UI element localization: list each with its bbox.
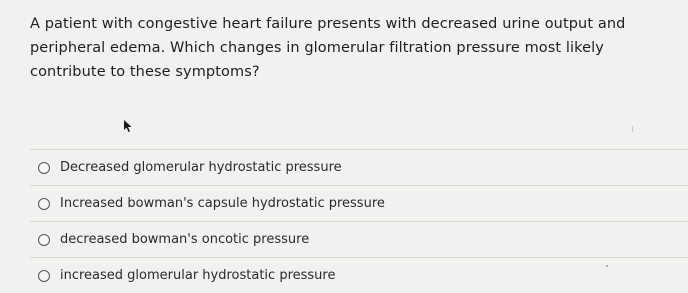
option-label: increased glomerular hydrostatic pressure: [60, 268, 336, 283]
answer-options: [0, 149, 688, 293]
radio-button-icon[interactable]: [38, 270, 50, 282]
radio-button-icon[interactable]: [38, 162, 50, 174]
radio-button-icon[interactable]: [38, 234, 50, 246]
option-label: Decreased glomerular hydrostatic pressure: [60, 160, 342, 175]
option-decreased-bowmans-oncotic[interactable]: [0, 222, 688, 257]
radio-button-icon[interactable]: [38, 198, 50, 210]
question-text: A patient with congestive heart failure presents with decreased urine output and peripheral edema. Which changes in glomerular filtration pressure most likely contribute to these symptoms?: [30, 16, 626, 80]
option-label: Increased bowman's capsule hydrostatic pressure: [60, 196, 385, 211]
option-increased-glomerular-hydrostatic[interactable]: [0, 258, 688, 293]
stray-mark: [632, 126, 633, 132]
mouse-pointer-icon: [124, 120, 132, 132]
option-increased-bowmans-capsule-hydrostatic[interactable]: [0, 186, 688, 221]
option-decreased-glomerular-hydrostatic[interactable]: [0, 150, 688, 185]
speck: [606, 265, 608, 267]
option-label: decreased bowman's oncotic pressure: [60, 232, 310, 247]
